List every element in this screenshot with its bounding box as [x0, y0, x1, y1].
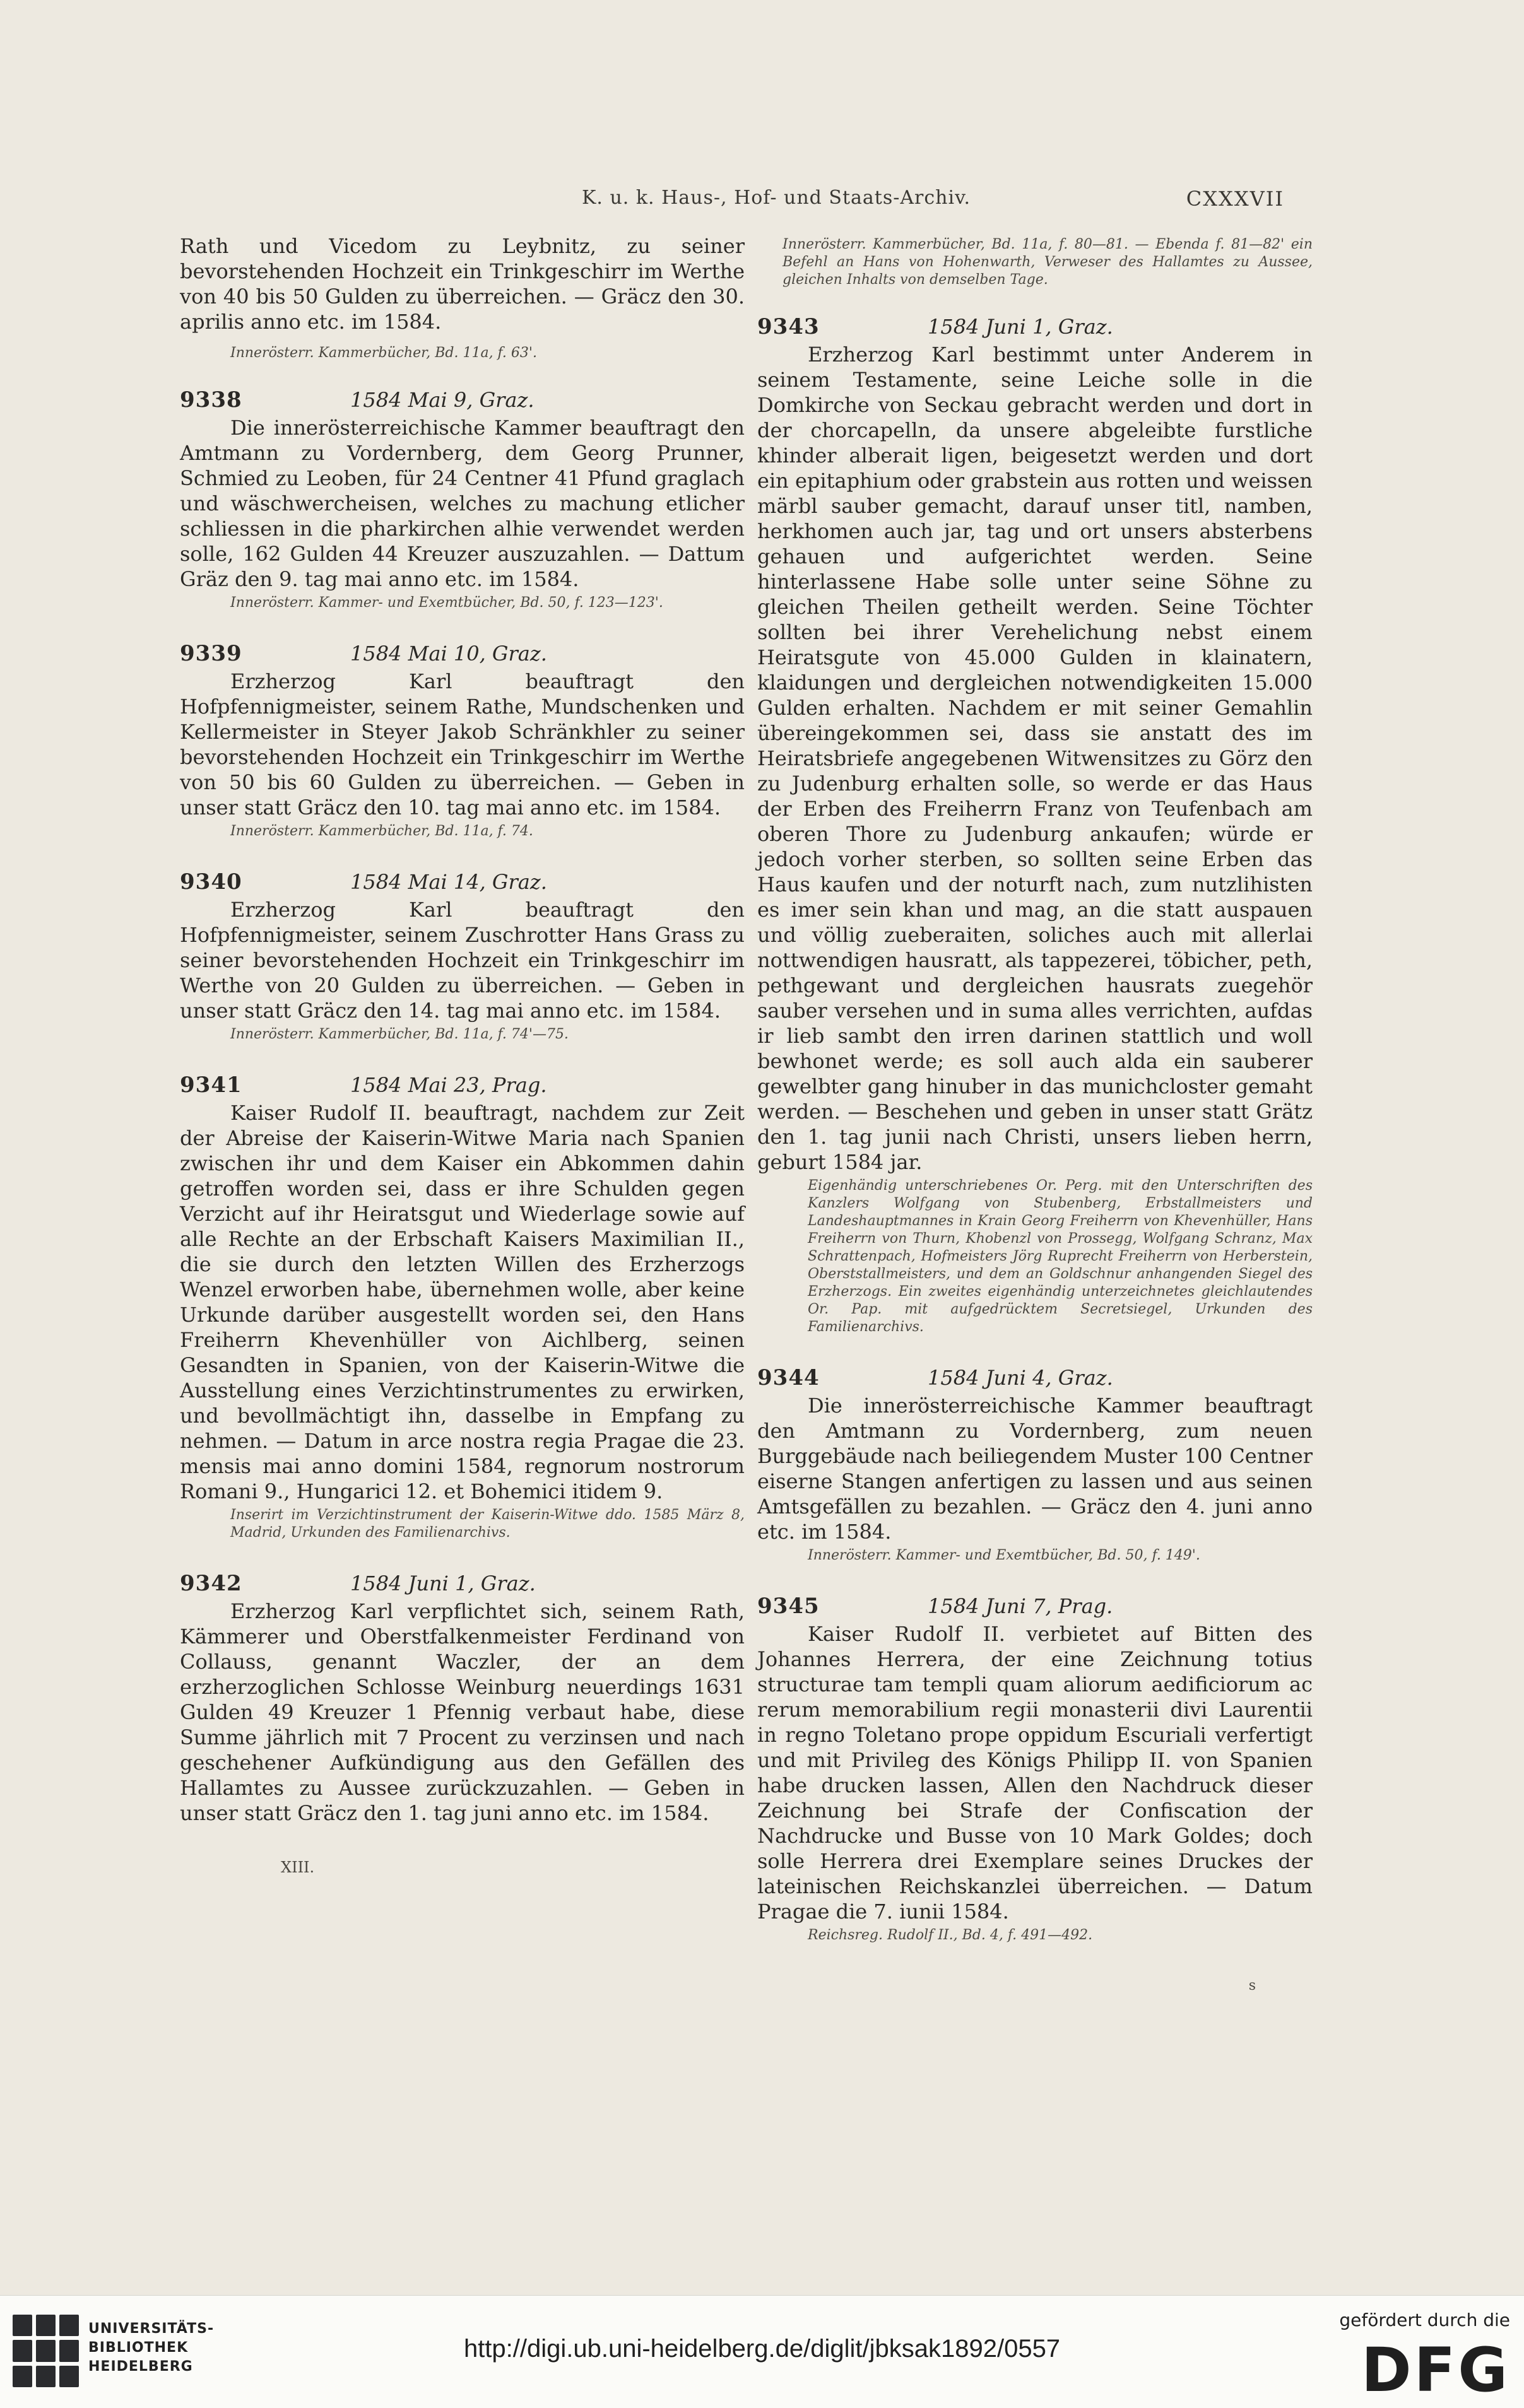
- library-name-line: HEIDELBERG: [88, 2359, 193, 2375]
- entry-number: 9342: [180, 1571, 242, 1596]
- entry-body: Die innerösterreichische Kammer beauftragt den Amtmann zu Vordernberg, zum neuen Burggebäude nach beiliegendem Muster 100 Centner eiserne Stangen anfertigen zu lassen und aus seinen Amtsgefällen zu bezahlen. — Grӓcz den 4. juni anno etc. im 1584.: [757, 1394, 1313, 1544]
- entry-heading: [180, 641, 745, 666]
- document-entry: [757, 314, 1313, 1336]
- entry-number: 9344: [757, 1365, 820, 1390]
- entry-source: Innerösterr. Kammer- und Exemtbücher, Bd. 50, f. 123—123'.: [230, 595, 663, 611]
- running-head-title: K. u. k. Haus-, Hof- und Staats-Archiv.: [581, 187, 971, 209]
- continuation-source: Innerösterr. Kammerbücher, Bd. 11a, f. 63'.: [230, 345, 537, 361]
- entry-date: 1584 Mai 10, Graz.: [350, 642, 547, 666]
- dfg-logo[interactable]: DFG: [1361, 2335, 1510, 2405]
- entry-date: 1584 Juni 4, Graz.: [928, 1366, 1113, 1390]
- entry-source: Innerösterr. Kammerbücher, Bd. 11a, f. 74.: [230, 823, 533, 839]
- document-entry: [180, 1072, 745, 1542]
- entry-body: Kaiser Rudolf II. verbietet auf Bitten des Johannes Herrera, der eine Zeichnung totius structurae tam templi quam aliorum aedificiorum ac rerum memorabilium regii monasterii divi Laurentii in regno Toletano prope oppidum Escuriali verfertigt und mit Privileg des Königs Philipp II. von Spanien habe drucken lassen, Allen den Nachdruck dieser Zeichnung bei Strafe der Confiscation der Nachdrucke und Busse von 10 Mark Goldes; doch solle Herrera drei Exemplare seines Druckes der lateinischen Reichskanzlei überreichen. — Datum Pragae die 7. iunii 1584.: [757, 1622, 1313, 1923]
- entry-number: 9340: [180, 869, 242, 895]
- document-entry: [757, 1594, 1313, 1944]
- entry-body: Die innerösterreichische Kammer beauftragt den Amtmann zu Vordernberg, dem Georg Prunner, Schmied zu Leoben, für 24 Centner 41 Pfund graglach und wäschwercheisen, welches zu machung etlicher schliessen in die pharkirchen alhie verwendet werden solle, 162 Gulden 44 Kreuzer auszuzahlen. — Dattum Gräz den 9. tag mai anno etc. im 1584.: [180, 416, 745, 591]
- funding-label: gefördert durch die: [1339, 2310, 1510, 2330]
- entry-body: Erzherzog Karl beauftragt den Hofpfennigmeister, seinem Rathe, Mundschenken und Kellermeister in Steyer Jakob Schränkhler zu seiner bevorstehenden Hochzeit ein Trinkgeschirr im Werthe von 50 bis 60 Gulden zu überreichen. — Geben in unser statt Grӓcz den 10. tag mai anno etc. im 1584.: [180, 669, 745, 819]
- left-entries: [180, 387, 745, 1826]
- entry-date: 1584 Juni 1, Graz.: [350, 1571, 536, 1595]
- entry-body: Kaiser Rudolf II. beauftragt, nachdem zur Zeit der Abreise der Kaiserin-Witwe Maria nach Spanien zwischen ihr und dem Kaiser ein Abkommen dahin getroffen worden sei, dass er ihre Schulden gegen Verzicht auf ihr Heiratsgut und Wiederlage sowie auf alle Rechte an der Erbschaft Kaisers Maximilian II., die sie durch den letzten Willen des Erzherzogs Wenzel erworben habe, übernehmen wolle, aber keine Urkunde darüber ausgestellt worden sei, den Hans Freiherrn Khevenhüller von Aichlberg, seinen Gesandten in Spanien, von der Kaiserin-Witwe die Ausstellung eines Verzichtinstrumentes zu erwirken, und bevollmächtigt ihn, dasselbe in Empfang zu nehmen. — Datum in arce nostra regia Pragae die 23. mensis mai anno domini 1584, regnorum nostrorum Romani 9., Hungarici 12. et Bohemici itidem 9.: [180, 1101, 745, 1503]
- document-entry: [180, 387, 745, 612]
- document-entry: [180, 1571, 745, 1826]
- entry-heading: [180, 869, 745, 895]
- entry-body: Erzherzog Karl bestimmt unter Anderem in seinem Testamente, seine Leiche solle in die Domkirche von Seckau gebracht werden und dort in der chorcapelln, da unsere abgeleibte furstliche khinder alberait ligen, beigesetzt werden und dort ein epitaphium oder grabstein aus rotten und weissen märbl sauber gemacht, darauf unser titl, namben, herkhomen auch jar, tag und ort unsers absterbens gehauen und aufgerichtet werden. Seine hinterlassene Habe solle unter seine Söhne zu gleichen Theilen getheilt werden. Seine Töchter sollten bei ihrer Verehelichung nebst einem Heiratsgute von 45.000 Gulden in klainatern, klaidungen und dergleichen notwendigkeiten 15.000 Gulden erhalten. Nachdem er mit seiner Gemahlin übereingekommen sei, dass sie anstatt des im Heiratsbriefe angegebenen Witwensitzes zu Görz den zu Judenburg erhalten solle, so werde er das Haus der Erben des Freiherrn Franz von Teufenbach am oberen Thore zu Judenburg ankaufen; würde er jedoch vorher sterben, so sollten seine Erben das Haus kaufen und der noturft nach, zum nutzlihisten es imer sein khan und mag, an die statt auspauen und völlig zueberaiten, soliches auch mit allerlai nottwendigen hausratt, als tappezerei, töbicher, peth, pethgewant und dergleichen hausrats zuegehör sauber versehen und in suma alles verrichten, aufdas ir lieb sambt den irren darinen stattlich und woll bewhonet werde; es soll auch alda ein sauberer gewelbter gang hinuber in das munichcloster gemaht werden. — Beschehen und geben in unser statt Grätz den 1. tag junii nach Christi, unsers lieben herrn, geburt 1584 jar.: [757, 343, 1313, 1174]
- entry-heading: [180, 387, 745, 413]
- running-head: [0, 187, 1524, 225]
- continuation-source: Innerösterr. Kammerbücher, Bd. 11a, f. 80—81. — Ebenda f. 81—82' ein Befehl an Hans von Hohenwarth, Verweser des Hallamtes zu Aussee, gleichen Inhalts von demselben Tage.: [783, 237, 1313, 288]
- entry-date: 1584 Mai 23, Prag.: [350, 1073, 547, 1097]
- library-name-line: BIBLIOTHEK: [88, 2340, 189, 2356]
- entry-date: 1584 Mai 9, Graz.: [350, 388, 535, 412]
- entry-heading: [757, 1365, 1313, 1390]
- document-entry: [180, 641, 745, 840]
- entry-body: Erzherzog Karl verpflichtet sich, seinem Rath, Kämmerer und Oberstfalkenmeister Ferdinand von Collauss, genannt Waczler, der an dem erzherzoglichen Schlosse Weinburg neuerdings 1631 Gulden 49 Kreuzer 1 Pfennig verbaut habe, diese Summe jährlich mit 7 Procent zu verzinsen und nach geschehener Aufkündigung aus den Gefällen des Hallamtes zu Aussee zurückzuzahlen. — Geben in unser statt Grӓcz den 1. tag juni anno etc. im 1584.: [180, 1599, 745, 1825]
- entry-body: Erzherzog Karl beauftragt den Hofpfennigmeister, seinem Zuschrotter Hans Grass zu seiner bevorstehenden Hochzeit ein Trinkgeschirr im Werthe von 20 Gulden zu überreichen. — Geben in unser statt Grӓcz den 14. tag mai anno etc. im 1584.: [180, 898, 745, 1023]
- entry-date: 1584 Juni 7, Prag.: [928, 1594, 1113, 1618]
- entry-heading: [180, 1571, 745, 1596]
- entry-source: Innerösterr. Kammer- und Exemtbücher, Bd. 50, f. 149'.: [808, 1548, 1200, 1563]
- continuation-text: Rath und Vicedom zu Leybnitz, zu seiner bevorstehenden Hochzeit ein Trinkgeschirr im Werthe von 40 bis 50 Gulden zu überreichen. — Grӓcz den 30. aprilis anno etc. im 1584.: [180, 234, 745, 334]
- entry-heading: [757, 314, 1313, 339]
- entry-date: 1584 Mai 14, Graz.: [350, 870, 547, 894]
- entry-number: 9339: [180, 641, 242, 666]
- document-entry: [757, 1365, 1313, 1565]
- entry-source: Innerösterr. Kammerbücher, Bd. 11a, f. 74'—75.: [230, 1026, 569, 1042]
- left-column: [180, 233, 745, 1880]
- page-number: CXXXVII: [1186, 187, 1284, 211]
- signature-mark: s: [1248, 1978, 1256, 1994]
- sheet-mark: XIII.: [281, 1859, 315, 1876]
- viewer-footer: [0, 2295, 1524, 2408]
- entry-number: 9343: [757, 314, 820, 339]
- entry-number: 9345: [757, 1594, 820, 1619]
- right-entries: [757, 314, 1313, 1944]
- entry-heading: [757, 1594, 1313, 1619]
- entry-heading: [180, 1072, 745, 1098]
- document-entry: [180, 869, 745, 1043]
- permalink-url[interactable]: http://digi.ub.uni-heidelberg.de/diglit/jbksak1892/0557: [463, 2335, 1061, 2363]
- entry-number: 9341: [180, 1072, 242, 1098]
- library-name-line: UNIVERSITÄTS-: [88, 2321, 215, 2337]
- right-column: [757, 233, 1313, 1999]
- entry-source: Inserirt im Verzichtinstrument der Kaiserin-Witwe ddo. 1585 März 8, Madrid, Urkunden des Familienarchivs.: [230, 1507, 745, 1541]
- entry-source: Reichsreg. Rudolf II., Bd. 4, f. 491—492.: [808, 1927, 1093, 1943]
- entry-source: Eigenhändig unterschriebenes Or. Perg. mit den Unterschriften des Kanzlers Wolfgang von Stubenberg, Erbstallmeisters und Landeshauptmannes in Krain Georg Freiherrn von Khevenhüller, Hans Freiherrn von Thurn, Khobenzl von Prossegg, Wolfgang Schranz, Max Schrattenpach, Hofmeisters Jörg Ruprecht Freiherrn von Herberstein, Oberststallmeisters, und dem an Goldschnur anhangenden Siegel des Erzherzogs. Ein zweites eigenhändig unterzeichnetes gleichlautendes Or. Pap. mit aufgedrücktem Secretsiegel, Urkunden des Familienarchivs.: [808, 1178, 1313, 1335]
- entry-number: 9338: [180, 387, 242, 413]
- entry-date: 1584 Juni 1, Graz.: [928, 315, 1113, 339]
